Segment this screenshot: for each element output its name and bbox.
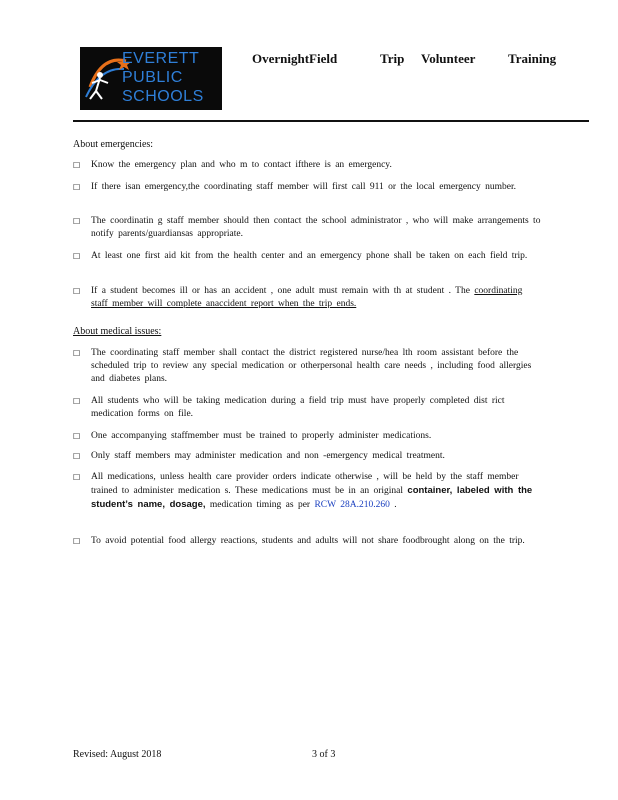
bullet-icon: ☐ — [73, 217, 81, 226]
bullet-icon: ☐ — [73, 349, 81, 358]
medications-text: All medications, unless health care provider orders indicate otherwise , will be held by the staff member trained to administer medication s. These medications must be in an original — [91, 472, 519, 496]
logo-line-2: PUBLIC — [122, 69, 183, 86]
medical-heading: About medical issues: — [73, 326, 162, 337]
rcw-link[interactable]: RCW 28A.210.260 — [314, 500, 390, 510]
title-part-3: Volunteer — [421, 51, 476, 66]
list-item: ☐ If there isan emergency,the coordinating staff member will first call 911 or the local emergency number. — [73, 182, 516, 192]
list-item: ☐ Only staff members may administer medication and non -emergency medical treatment. — [73, 451, 445, 461]
period-text: . — [394, 500, 397, 510]
bullet-icon: ☐ — [73, 161, 81, 170]
list-item: ☐ One accompanying staffmember must be trained to properly administer medications. — [73, 431, 432, 441]
list-item: ☐ All students who will be taking medication during a field trip must have properly completed dist rict medication forms on file. — [73, 396, 505, 419]
container-label-text: container, labeled with the student’s name, dosage, — [91, 485, 533, 510]
page-number: 3 of 3 — [312, 749, 336, 760]
title-part-1: OvernightField — [252, 51, 338, 66]
header-divider — [73, 120, 589, 122]
list-item: ☐ To avoid potential food allergy reactions, students and adults will not share foodbrought along on the trip. — [73, 536, 525, 546]
list-item: ☐ The coordinatin g staff member should then contact the school administrator , who will make arrangements to notify parents/guardiansas appropriate. — [73, 216, 541, 239]
timing-text: medication timing as per — [209, 500, 311, 510]
revised-date: Revised: August 2018 — [73, 749, 162, 760]
accident-text: If a student becomes ill or has an accident , one adult must remain with th at student . The — [91, 286, 470, 296]
list-item: ☐ At least one first aid kit from the health center and an emergency phone shall be taken on each field trip. — [73, 251, 528, 261]
bullet-icon: ☐ — [73, 452, 81, 461]
emergencies-heading: About emergencies: — [73, 139, 154, 150]
accident-report-text: coordinating staff member will complete anaccident report when the trip ends. — [91, 286, 523, 309]
logo-line-3: SCHOOLS — [122, 88, 204, 105]
bullet-icon: ☐ — [73, 432, 81, 441]
list-item — [73, 471, 543, 512]
bullet-icon: ☐ — [73, 287, 81, 296]
title-part-2: Trip — [380, 51, 405, 66]
title-part-4: Training — [508, 51, 557, 66]
bullet-icon: ☐ — [73, 473, 81, 482]
bullet-icon: ☐ — [73, 252, 81, 261]
bullet-icon: ☐ — [73, 397, 81, 406]
list-item: ☐ The coordinating staff member shall contact the district registered nurse/hea lth room assistant before the scheduled trip to review any special medication or otherpersonal health care needs , including food allergies and diabetes plans. — [73, 348, 532, 384]
logo-line-1: EVERETT — [122, 50, 200, 67]
bullet-icon: ☐ — [73, 183, 81, 192]
document-title — [0, 51, 618, 71]
list-item: ☐ Know the emergency plan and who m to contact ifthere is an emergency. — [73, 160, 392, 170]
list-item — [73, 285, 543, 311]
bullet-icon: ☐ — [73, 537, 81, 546]
